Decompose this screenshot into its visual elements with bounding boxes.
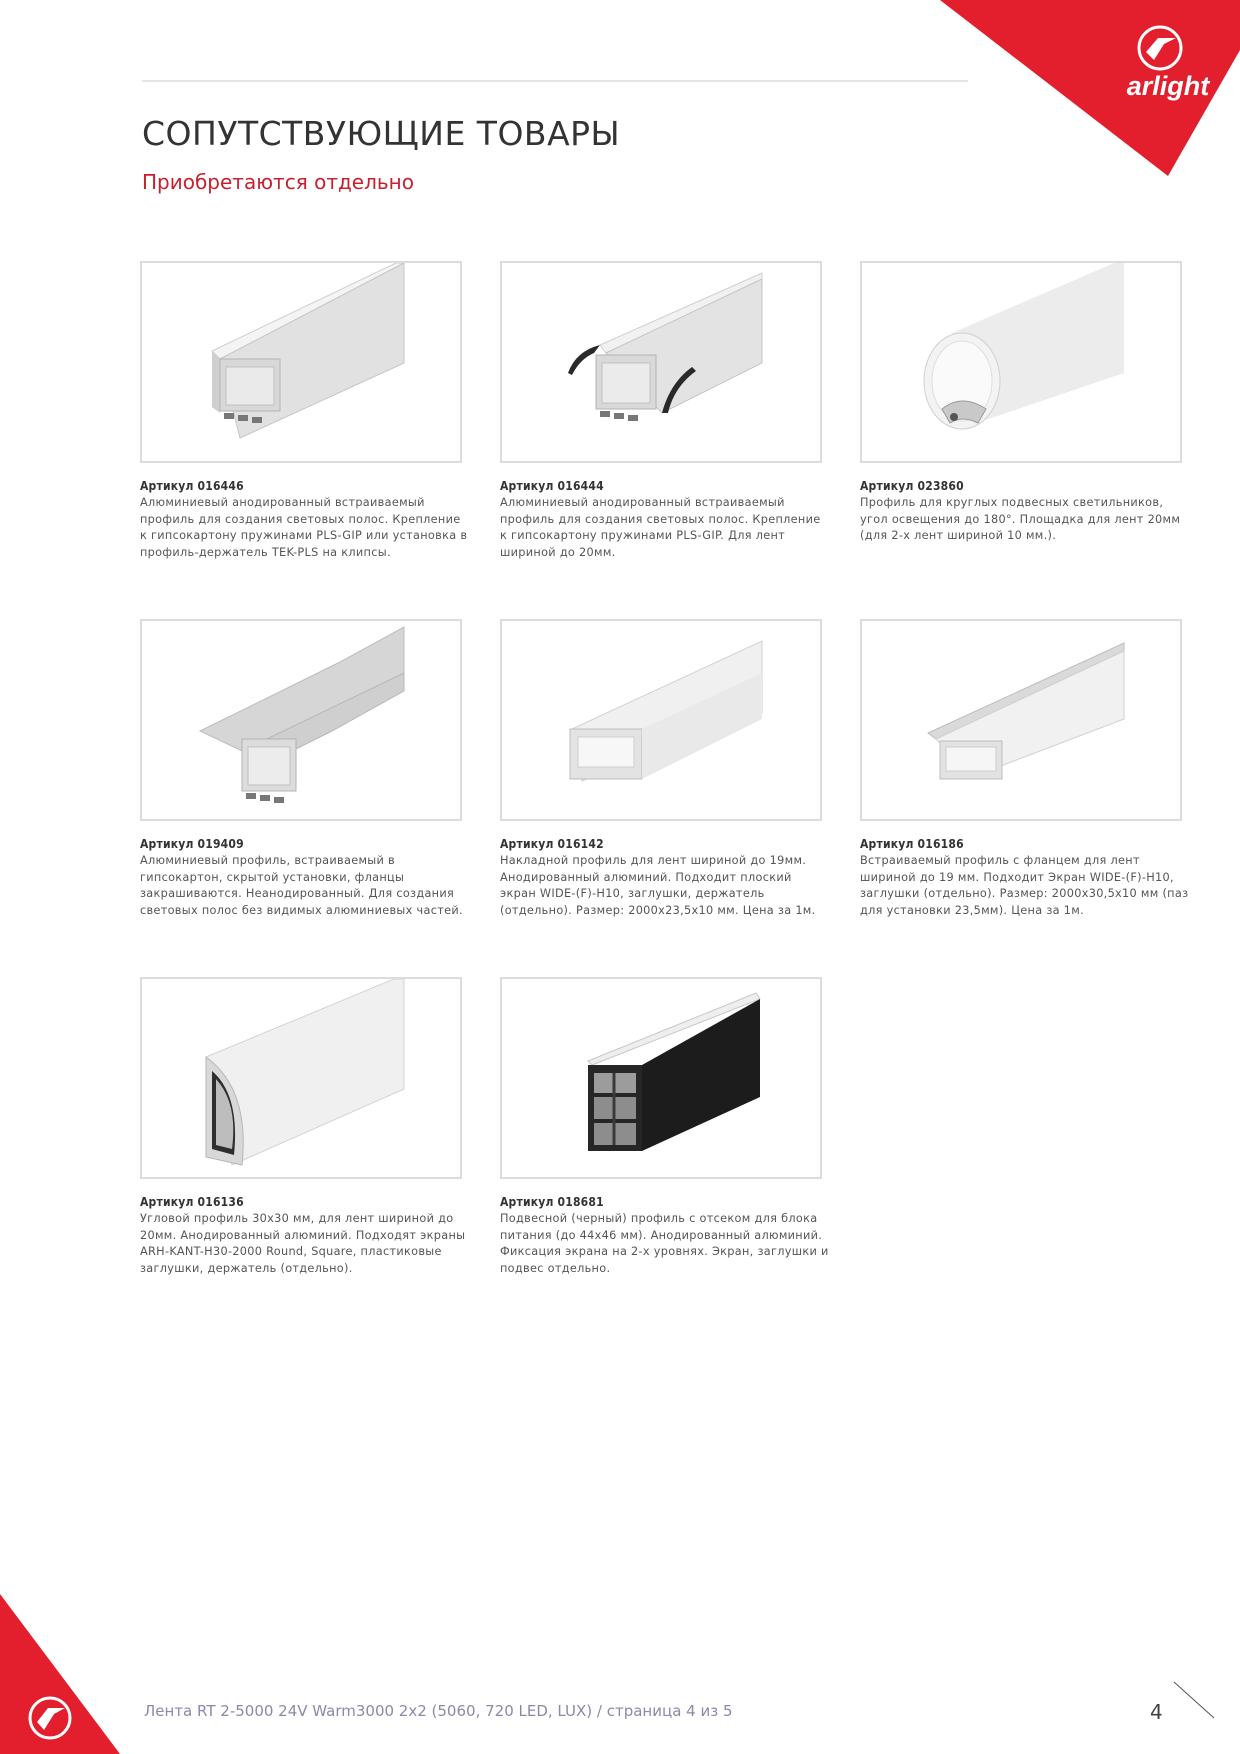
product-card[interactable] — [500, 261, 830, 561]
product-description: Алюминиевый анодированный встраиваемый профиль для создания световых полос. Крепление к гипсокартону пружинами PLS-GIP. Для лент шириной до 20мм. — [500, 496, 821, 559]
product-card[interactable] — [140, 977, 470, 1277]
product-card[interactable] — [860, 261, 1190, 545]
brand-corner-bottom — [0, 1594, 120, 1754]
product-sku: Артикул 016136 — [140, 1195, 244, 1209]
product-card[interactable] — [860, 619, 1190, 919]
product-sku: Артикул 023860 — [860, 479, 964, 493]
product-card[interactable] — [500, 619, 830, 919]
product-image — [500, 977, 822, 1179]
product-description: Алюминиевый профиль, встраиваемый в гипсокартон, скрытой установки, фланцы закрашиваются. Неанодированный. Для создания световых полос без видимых алюминиевых частей. — [140, 854, 463, 917]
product-image — [860, 261, 1182, 463]
product-description: Встраиваемый профиль с фланцем для лент шириной до 19 мм. Подходит Экран WIDE-(F)-H10, заглушки (отдельно). Размер: 2000x30,5x10 мм (паз для установки 23,5мм). Цена за 1м. — [860, 854, 1189, 917]
product-image — [140, 977, 462, 1179]
product-image — [500, 619, 822, 821]
product-sku: Артикул 016142 — [500, 837, 604, 851]
footer-document-title: Лента RT 2-5000 24V Warm3000 2x2 (5060, 720 LED, LUX) / страница 4 из 5 — [144, 1702, 733, 1720]
brand-corner — [940, 0, 1240, 176]
product-description: Накладной профиль для лент шириной до 19мм. Анодированный алюминий. Подходит плоский экран WIDE-(F)-H10, заглушки, держатель (отдельно). Размер: 2000x23,5x10 мм. Цена за 1м. — [500, 854, 816, 917]
page-number: 4 — [1150, 1700, 1163, 1724]
page-corner-mark — [1172, 1680, 1216, 1720]
product-description: Угловой профиль 30x30 мм, для лент шириной до 20мм. Анодированный алюминий. Подходят экраны ARH-KANT-H30-2000 Round, Square, пластиковые заглушки, держатель (отдельно). — [140, 1212, 466, 1275]
product-sku: Артикул 018681 — [500, 1195, 604, 1209]
product-image — [140, 261, 462, 463]
product-image — [860, 619, 1182, 821]
product-description: Алюминиевый анодированный встраиваемый профиль для создания световых полос. Крепление к гипсокартону пружинами PLS-GIP или установка в профиль-держатель TEK-PLS на клипсы. — [140, 496, 468, 559]
brand-wordmark: arlight — [1126, 71, 1210, 101]
product-card[interactable] — [140, 261, 470, 561]
product-sku: Артикул 019409 — [140, 837, 244, 851]
header-divider — [142, 80, 968, 82]
product-sku: Артикул 016444 — [500, 479, 604, 493]
product-card[interactable] — [140, 619, 470, 919]
product-image — [500, 261, 822, 463]
product-sku: Артикул 016446 — [140, 479, 244, 493]
product-image — [140, 619, 462, 821]
page-title: СОПУТСТВУЮЩИЕ ТОВАРЫ — [142, 114, 621, 153]
product-description: Профиль для круглых подвесных светильников, угол освещения до 180°. Площадка для лент 20мм (для 2-х лент шириной 10 мм.). — [860, 496, 1181, 543]
product-card[interactable] — [500, 977, 830, 1277]
product-description: Подвесной (черный) профиль с отсеком для блока питания (до 44x46 мм). Анодированный алюминий. Фиксация экрана на 2-х уровнях. Экран, заглушки и подвес отдельно. — [500, 1212, 829, 1275]
product-sku: Артикул 016186 — [860, 837, 964, 851]
page-subtitle: Приобретаются отдельно — [142, 170, 414, 194]
